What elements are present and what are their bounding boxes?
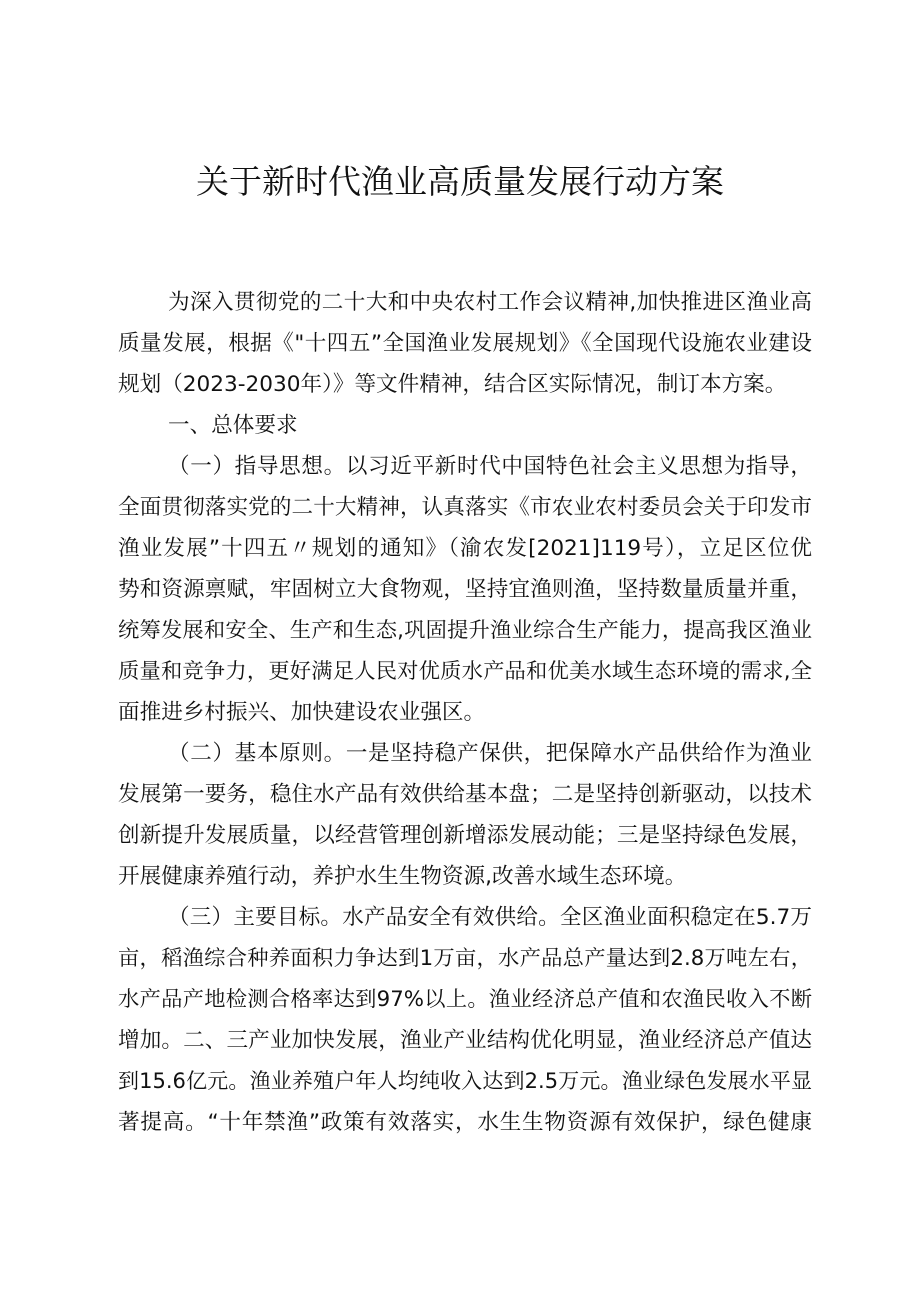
paragraph-line: 势和资源禀赋，牢固树立大食物观，坚持宜渔则渔，坚持数量质量并重，: [118, 577, 812, 602]
paragraph-line: 为深入贯彻党的二十大和中央农村工作会议精神,加快推进区渔业高: [168, 290, 812, 315]
paragraph-line: 创新提升发展质量，以经营管理创新增添发展动能；三是坚持绿色发展，: [118, 823, 812, 848]
paragraph-line: 增加。二、三产业加快发展，渔业产业结构优化明显，渔业经济总产值达: [118, 1028, 812, 1053]
paragraph-line: 水产品产地检测合格率达到97%以上。渔业经济总产值和农渔民收入不断: [118, 987, 812, 1012]
paragraph-line: 到15.6亿元。渔业养殖户年人均纯收入达到2.5万元。渔业绿色发展水平显: [118, 1069, 812, 1093]
paragraph-line: 质量发展，根据《"十四五”全国渔业发展规划》《全国现代设施农业建设: [118, 331, 812, 356]
paragraph-line: （二）基本原则。一是坚持稳产保供，把保障水产品供给作为渔业: [168, 741, 812, 766]
document-body: [118, 282, 812, 1143]
paragraph-line: 渔业发展”十四五〃规划的通知》（渝农发[2021]119号），立足区位优: [118, 536, 812, 561]
paragraph-line: 亩，稻渔综合种养面积力争达到1万亩，水产品总产量达到2.8万吨左右，: [118, 946, 812, 971]
document-title: 关于新时代渔业高质量发展行动方案: [196, 162, 724, 201]
paragraph-line: 规划（2023-2030年）》等文件精神，结合区实际情况，制订本方案。: [118, 372, 787, 397]
paragraph-line: 开展健康养殖行动，养护水生生物资源,改善水域生态环境。: [118, 864, 687, 889]
section-heading: 一、总体要求: [168, 413, 298, 438]
paragraph-line: 统筹发展和安全、生产和生态,巩固提升渔业综合生产能力，提高我区渔业: [118, 618, 812, 643]
paragraph-line: 质量和竞争力，更好满足人民对优质水产品和优美水域生态环境的需求,全: [118, 659, 812, 684]
paragraph-line: 全面贯彻落实党的二十大精神，认真落实《市农业农村委员会关于印发市: [118, 495, 812, 520]
paragraph-line: 发展第一要务，稳住水产品有效供给基本盘；二是坚持创新驱动，以技术: [118, 782, 812, 807]
paragraph-line: 面推进乡村振兴、加快建设农业强区。: [118, 700, 486, 725]
paragraph-line: （一）指导思想。以习近平新时代中国特色社会主义思想为指导，: [168, 454, 812, 479]
paragraph-line: 著提高。“十年禁渔”政策有效落实，水生生物资源有效保护，绿色健康: [118, 1110, 812, 1135]
paragraph-line: （三）主要目标。水产品安全有效供给。全区渔业面积稳定在5.7万: [168, 905, 812, 930]
